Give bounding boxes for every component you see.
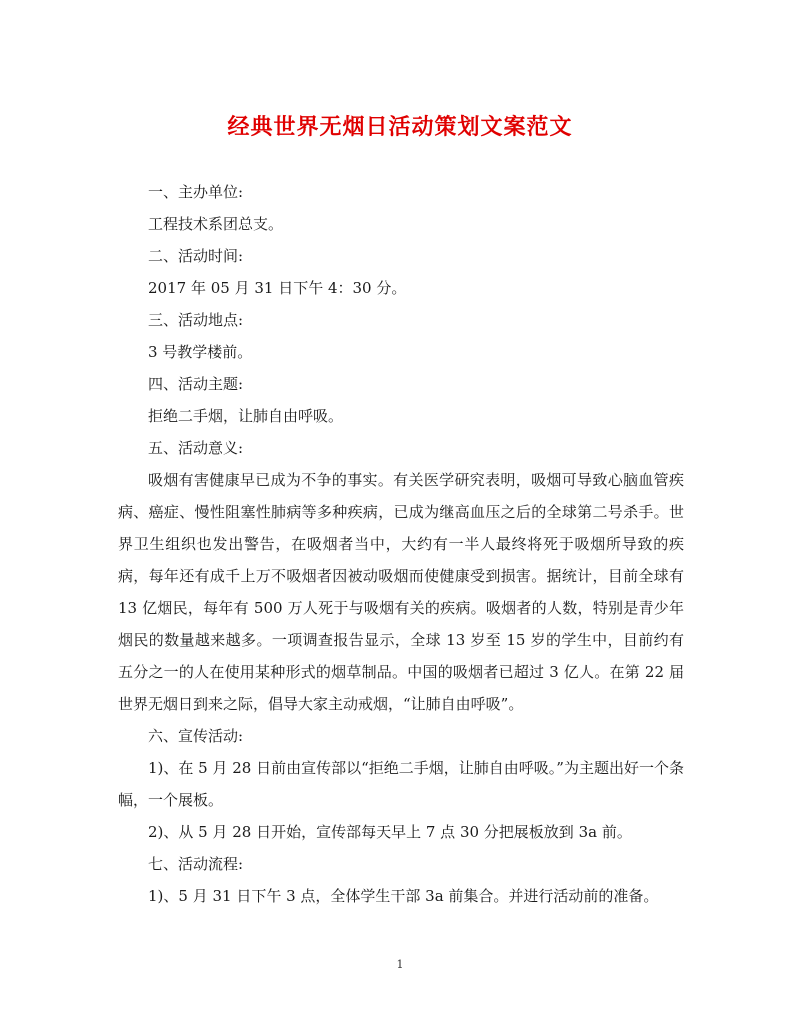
page-number: 1 bbox=[396, 958, 404, 971]
significance-paragraph: 吸烟有害健康早已成为不争的事实。有关医学研究表明，吸烟可导致心脑血管疾病、癌症、慢性阻塞性肺病等多种疾病，已成为继高血压之后的全球第二号杀手。世界卫生组织也发出警告，在吸烟者当中，大约有一半人最终将死于吸烟所导致的疾病，每年还有成千上万不吸烟者因被动吸烟而使健康受到损害。据统计，目前全球有 13 亿烟民，每年有 500 万人死于与吸烟有关的疾病。吸烟者的人数，特别是青少年烟民的数量越来越多。一项调查报告显示，全球 13 岁至 15 岁的学生中，目前约有五分之一的人在使用某种形式的烟草制品。中国的吸烟者已超过 3 亿人。在第 22 届世界无烟日到来之际，倡导大家主动戒烟，“让肺自由呼吸”。 bbox=[118, 471, 684, 713]
publicity-item-2: 2)、从 5 月 28 日开始，宣传部每天早上 7 点 30 分把展板放到 3a 前。 bbox=[148, 823, 632, 841]
significance-heading: 五、活动意义: bbox=[148, 439, 244, 457]
organizer-heading: 一、主办单位: bbox=[148, 183, 244, 201]
page-title: 经典世界无烟日活动策划文案范文 bbox=[227, 114, 573, 140]
location-value: 3 号教学楼前。 bbox=[148, 343, 253, 361]
document-body bbox=[118, 176, 684, 912]
organizer-value: 工程技术系团总支。 bbox=[148, 215, 284, 233]
time-heading: 二、活动时间: bbox=[148, 247, 244, 265]
process-heading: 七、活动流程: bbox=[148, 855, 244, 873]
process-item-1: 1)、5 月 31 日下午 3 点，全体学生干部 3a 前集合。并进行活动前的准备。 bbox=[148, 887, 659, 905]
publicity-heading: 六、宣传活动: bbox=[148, 727, 244, 745]
theme-heading: 四、活动主题: bbox=[148, 375, 244, 393]
location-heading: 三、活动地点: bbox=[148, 311, 244, 329]
theme-value: 拒绝二手烟，让肺自由呼吸。 bbox=[148, 407, 344, 425]
publicity-item-1: 1)、在 5 月 28 日前由宣传部以“拒绝二手烟，让肺自由呼吸。”为主题出好一个条幅，一个展板。 bbox=[118, 759, 684, 809]
time-value: 2017 年 05 月 31 日下午 4：30 分。 bbox=[148, 279, 407, 297]
